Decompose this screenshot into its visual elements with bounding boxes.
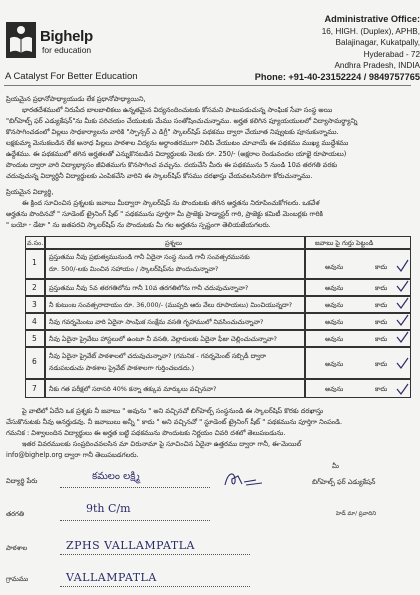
yes-option[interactable]: అవును bbox=[325, 335, 344, 343]
header-divider bbox=[4, 85, 411, 86]
phone-line: Phone: +91-40-23152224 / 9849757765 bbox=[254, 71, 420, 82]
row-number: 2 bbox=[32, 283, 37, 292]
footer-line: గమనిక : విశ్వాలందిన విద్యార్థులు ఈ అర్హత బట్టి పథకమును పొందుటకు నిర్ణయం చివరి దశలో తెలుపబడును. bbox=[6, 429, 286, 437]
eligibility-table bbox=[25, 236, 411, 401]
student-line: " బయో - డేటా " ను జతపరచి స్కాలర్‌షిప్ ను పొందుటకు మీ గల అర్హతను స్పష్టంగా తెలియజేయగలరు. bbox=[6, 221, 271, 229]
no-option[interactable]: కాదు bbox=[375, 301, 388, 309]
yes-option[interactable]: అవును bbox=[325, 284, 344, 292]
signature-scribble-icon bbox=[222, 468, 268, 490]
question-text: నీవు గవర్నమెంటు వారి ఏదైనా సాంఘిక సంక్షేమ వసతి గృహములో నివసించుచున్నావా? bbox=[49, 318, 264, 326]
question-text: నడుపబడుచు పాఠశాల ప్రైవేట్ పాఠశాలగా గుర్తించబడదు.) bbox=[49, 364, 195, 372]
yes-option[interactable]: అవును bbox=[325, 263, 344, 271]
row-number: 1 bbox=[32, 258, 37, 267]
student-salutation: ప్రియమైన విద్యార్థి, bbox=[6, 188, 54, 196]
footer-line: చేసుకొనుటకు నీవు అనర్హుడవు. నీ జవాబులు అన్నీ " కాదు " అని వచ్చినచో " స్టూడెంట్ ట్రైనింగ్ షీట్ " పథకమును పూర్తిగా నింపండి. bbox=[6, 418, 343, 426]
intro-line: చదువుచున్న విద్యార్థినీ విద్యార్థులకు ఎంపికచేసి వారిని ఈ స్కాలర్‌షిప్ కోసము దరఖాస్తు చేయవలసినదిగా కోరుచున్నాము. bbox=[6, 172, 313, 180]
student-name-value[interactable]: కమలం లక్ష్మి bbox=[92, 471, 140, 482]
office-address bbox=[250, 14, 420, 83]
question-text: ప్రస్తుతము నీవు 5వ తరగతిలోను గానీ 10వ తరగతిలోను గానీ చదువుచున్నావా? bbox=[49, 284, 249, 292]
col-header-answer: జవాబు పై గుర్తు పెట్టండి bbox=[315, 239, 374, 247]
student-name-line bbox=[60, 487, 210, 488]
intro-line: "బిగ్‌హెల్ప్ ఫర్ ఎడ్యుకేషన్"ను మీకు పరిచయం చేయుటకు మేము సంతోషించుచున్నాము. అర్హత కలిగిన ప్యూయయులలో విద్యాసామర్థ్యాన్ని bbox=[6, 117, 358, 125]
no-option[interactable]: కాదు bbox=[375, 263, 388, 271]
tick-icon bbox=[397, 298, 408, 308]
yes-option[interactable]: అవును bbox=[325, 385, 344, 393]
question-text: నీవు ఏదైనా ప్రైవేట్ పాఠశాలలో చదువుచున్నావా? (గమనిక - గవర్నమెంట్ సబ్సిడీ ద్వారా bbox=[49, 352, 267, 360]
yes-option[interactable]: అవును bbox=[325, 301, 344, 309]
village-line bbox=[60, 586, 250, 587]
yes-option[interactable]: అవును bbox=[325, 318, 344, 326]
org-signature: బిగ్‌హెల్ప్ ఫర్ ఎడ్యుకేషన్ bbox=[312, 478, 376, 486]
address-line: Hyderabad - 72 bbox=[363, 49, 420, 59]
no-option[interactable]: కాదు bbox=[375, 335, 388, 343]
address-line: Balajinagar, Kukatpally, bbox=[335, 38, 420, 47]
address-line: 16, HIGH. (Duplex), APHB, bbox=[321, 26, 420, 36]
tick-icon bbox=[397, 332, 408, 342]
class-line bbox=[60, 520, 210, 521]
address-line: Andhra Pradesh, INDIA bbox=[334, 61, 420, 70]
col-header-question: ప్రశ్నలు bbox=[165, 239, 182, 247]
tick-icon bbox=[397, 384, 408, 394]
no-option[interactable]: కాదు bbox=[375, 385, 388, 393]
no-option[interactable]: కాదు bbox=[375, 318, 388, 326]
tick-icon bbox=[397, 315, 408, 325]
intro-line: ఉద్దేశము. ఈ పథకములో తగిన అర్హతలతో ఎన్నుకొనబడిన విద్యార్థులకు నెలకు రూ. 250/- (అక్షరాల రెండువందల యాభై రూపాయలు) bbox=[6, 150, 347, 158]
question-text: నీ కుటుంబ సంవత్సరాదాయం రూ. 36,000/- (ముప్పది ఆరు వేలు రూపాయలు) మించియున్నదా? bbox=[49, 301, 293, 309]
school-value[interactable]: ZPHS VALLAMPATLA bbox=[66, 539, 195, 552]
brand-name: Bighelp bbox=[40, 28, 93, 45]
village-value[interactable]: VALLAMPATLA bbox=[66, 571, 157, 584]
footer-line: ఇతర వివరములకు సంప్రదించవలసిన మా చిరునామా పై సూచించిన ఏదైనా ఉత్తరము ద్వారా గానీ, ఈ-మెయిల్ bbox=[22, 440, 302, 448]
tick-icon bbox=[397, 358, 408, 368]
school-line bbox=[60, 554, 250, 555]
yes-option[interactable]: అవును bbox=[325, 360, 344, 368]
class-value[interactable]: 9th C/m bbox=[86, 502, 131, 515]
no-option[interactable]: కాదు bbox=[375, 284, 388, 292]
intro-line: పొందుట ద్వారా వారి విద్యాభ్యాసం జీవితముగు కొనసాగించ వచ్చును. దయచేసి మీరు ఈ పథకమును 5 నుండి 10వ తరగతి వరకు bbox=[6, 161, 338, 169]
row-number: 4 bbox=[32, 317, 37, 326]
question-text: నీవు ఏదైనా ప్రైవేటు హాస్టలులో ఉంటూ నీ వసతి, వెల్లారులకు ఏదైనా ఫీజు చెల్లించుచున్నావా? bbox=[49, 335, 277, 343]
class-label: తరగతి bbox=[6, 510, 25, 518]
bottom-right-note: హెడ్ మా/ ప్రవాదిని bbox=[336, 511, 377, 517]
answer-tick-icons bbox=[395, 250, 411, 398]
row-number: 5 bbox=[32, 334, 37, 343]
salutation: ప్రియమైన ప్రధానోపాధ్యాయుడు లేక ప్రధానోపాధ్యాయిని, bbox=[6, 95, 146, 103]
row-number: 7 bbox=[32, 384, 37, 393]
intro-line: భారతదేశములో నిరుపేద బాలబాలికలు ఉన్నతమైన విద్యనందించుటకు కోసమని పాటుపడుచున్న సాంఘిక సేవా సంస్థ అయి bbox=[22, 106, 333, 114]
tagline: A Catalyst For Better Education bbox=[5, 71, 138, 82]
question-text: ప్రస్తుతము నీవు ప్రభుత్వమునుండి గానీ ఏదైనా సంస్థ నుండి గానీ సంవత్సరమునకు bbox=[49, 253, 250, 261]
office-title: Administrative Office: bbox=[324, 14, 420, 24]
col-header-num: వ.సం. bbox=[27, 239, 44, 247]
brand-subtitle: for education bbox=[42, 45, 92, 55]
student-line: ఈ క్రింద సూచించిన ప్రశ్నలకు జవాబు మీద్వారా స్కాలర్‌షిప్ ను పొందుటకు తగిన అర్హతను నిరూపించుకోగలరు. ఒకవేళ bbox=[22, 199, 320, 207]
row-number: 6 bbox=[32, 357, 37, 366]
no-option[interactable]: కాదు bbox=[375, 360, 388, 368]
student-line: అర్హతను పొందినచో " సూడెంట్ ట్రైనింగ్ షీట్ " పథకమును పూర్తిగా మీ ప్రాజెక్టు హెడ్మాస్టర్ గారి, ప్రాజెక్టు కమిటీ మెంబర్లకు గారికి bbox=[6, 210, 323, 218]
footer-line: పై వాటిలో ఏదేని ఒక ప్రశ్నకు నీ జవాబు " అవును " అని వచ్చినచో బిగ్‌హెల్ప్ సంస్థనుండి ఈ స్కాలర్‌షిప్ కొరకు దరఖాస్తు bbox=[22, 407, 324, 415]
bighelp-logo-icon bbox=[6, 22, 36, 58]
student-name-label: విద్యార్థి పేరు bbox=[6, 477, 38, 485]
intro-line: లక్షకుమ్మా మెనుకబడిన లేక అనాధ పిల్లలు పాఠశాల విద్యను అర్థాంతరముగా నిలిపి వేయుటం చూచాయే ఈ పథకము ముఖ్య ముద్దేశము bbox=[6, 139, 349, 147]
tick-icon bbox=[397, 260, 408, 271]
row-number: 3 bbox=[32, 300, 37, 309]
village-label: గ్రామము bbox=[6, 575, 29, 583]
question-text: రూ. 500/-లకు మించిన సహాయం / స్కాలర్‌షిప్‌ను పొందుచున్నావా? bbox=[49, 265, 219, 273]
regards: మీ bbox=[332, 462, 339, 470]
question-text: నీకు గత పరీక్షలో సరాసరి 40% కన్నా తక్కువ మార్కులు వచ్చినవా? bbox=[49, 385, 217, 393]
footer-line: info@bighelp.org ద్వారా గానీ తెలుపబడగలరు. bbox=[6, 451, 139, 459]
tick-icon bbox=[397, 281, 408, 291]
school-label: పాఠశాల bbox=[6, 544, 28, 552]
intro-line: కొనసాగించడంలో విల్లలు సాధకార్యాలను వారికి "స్పాన్సర్ ఎ డిగ్రీ" స్కాలర్‌షిప్ పథకము ద్వారా చేయూత నివ్వుటకు పూనుకున్నాము. bbox=[6, 128, 339, 136]
